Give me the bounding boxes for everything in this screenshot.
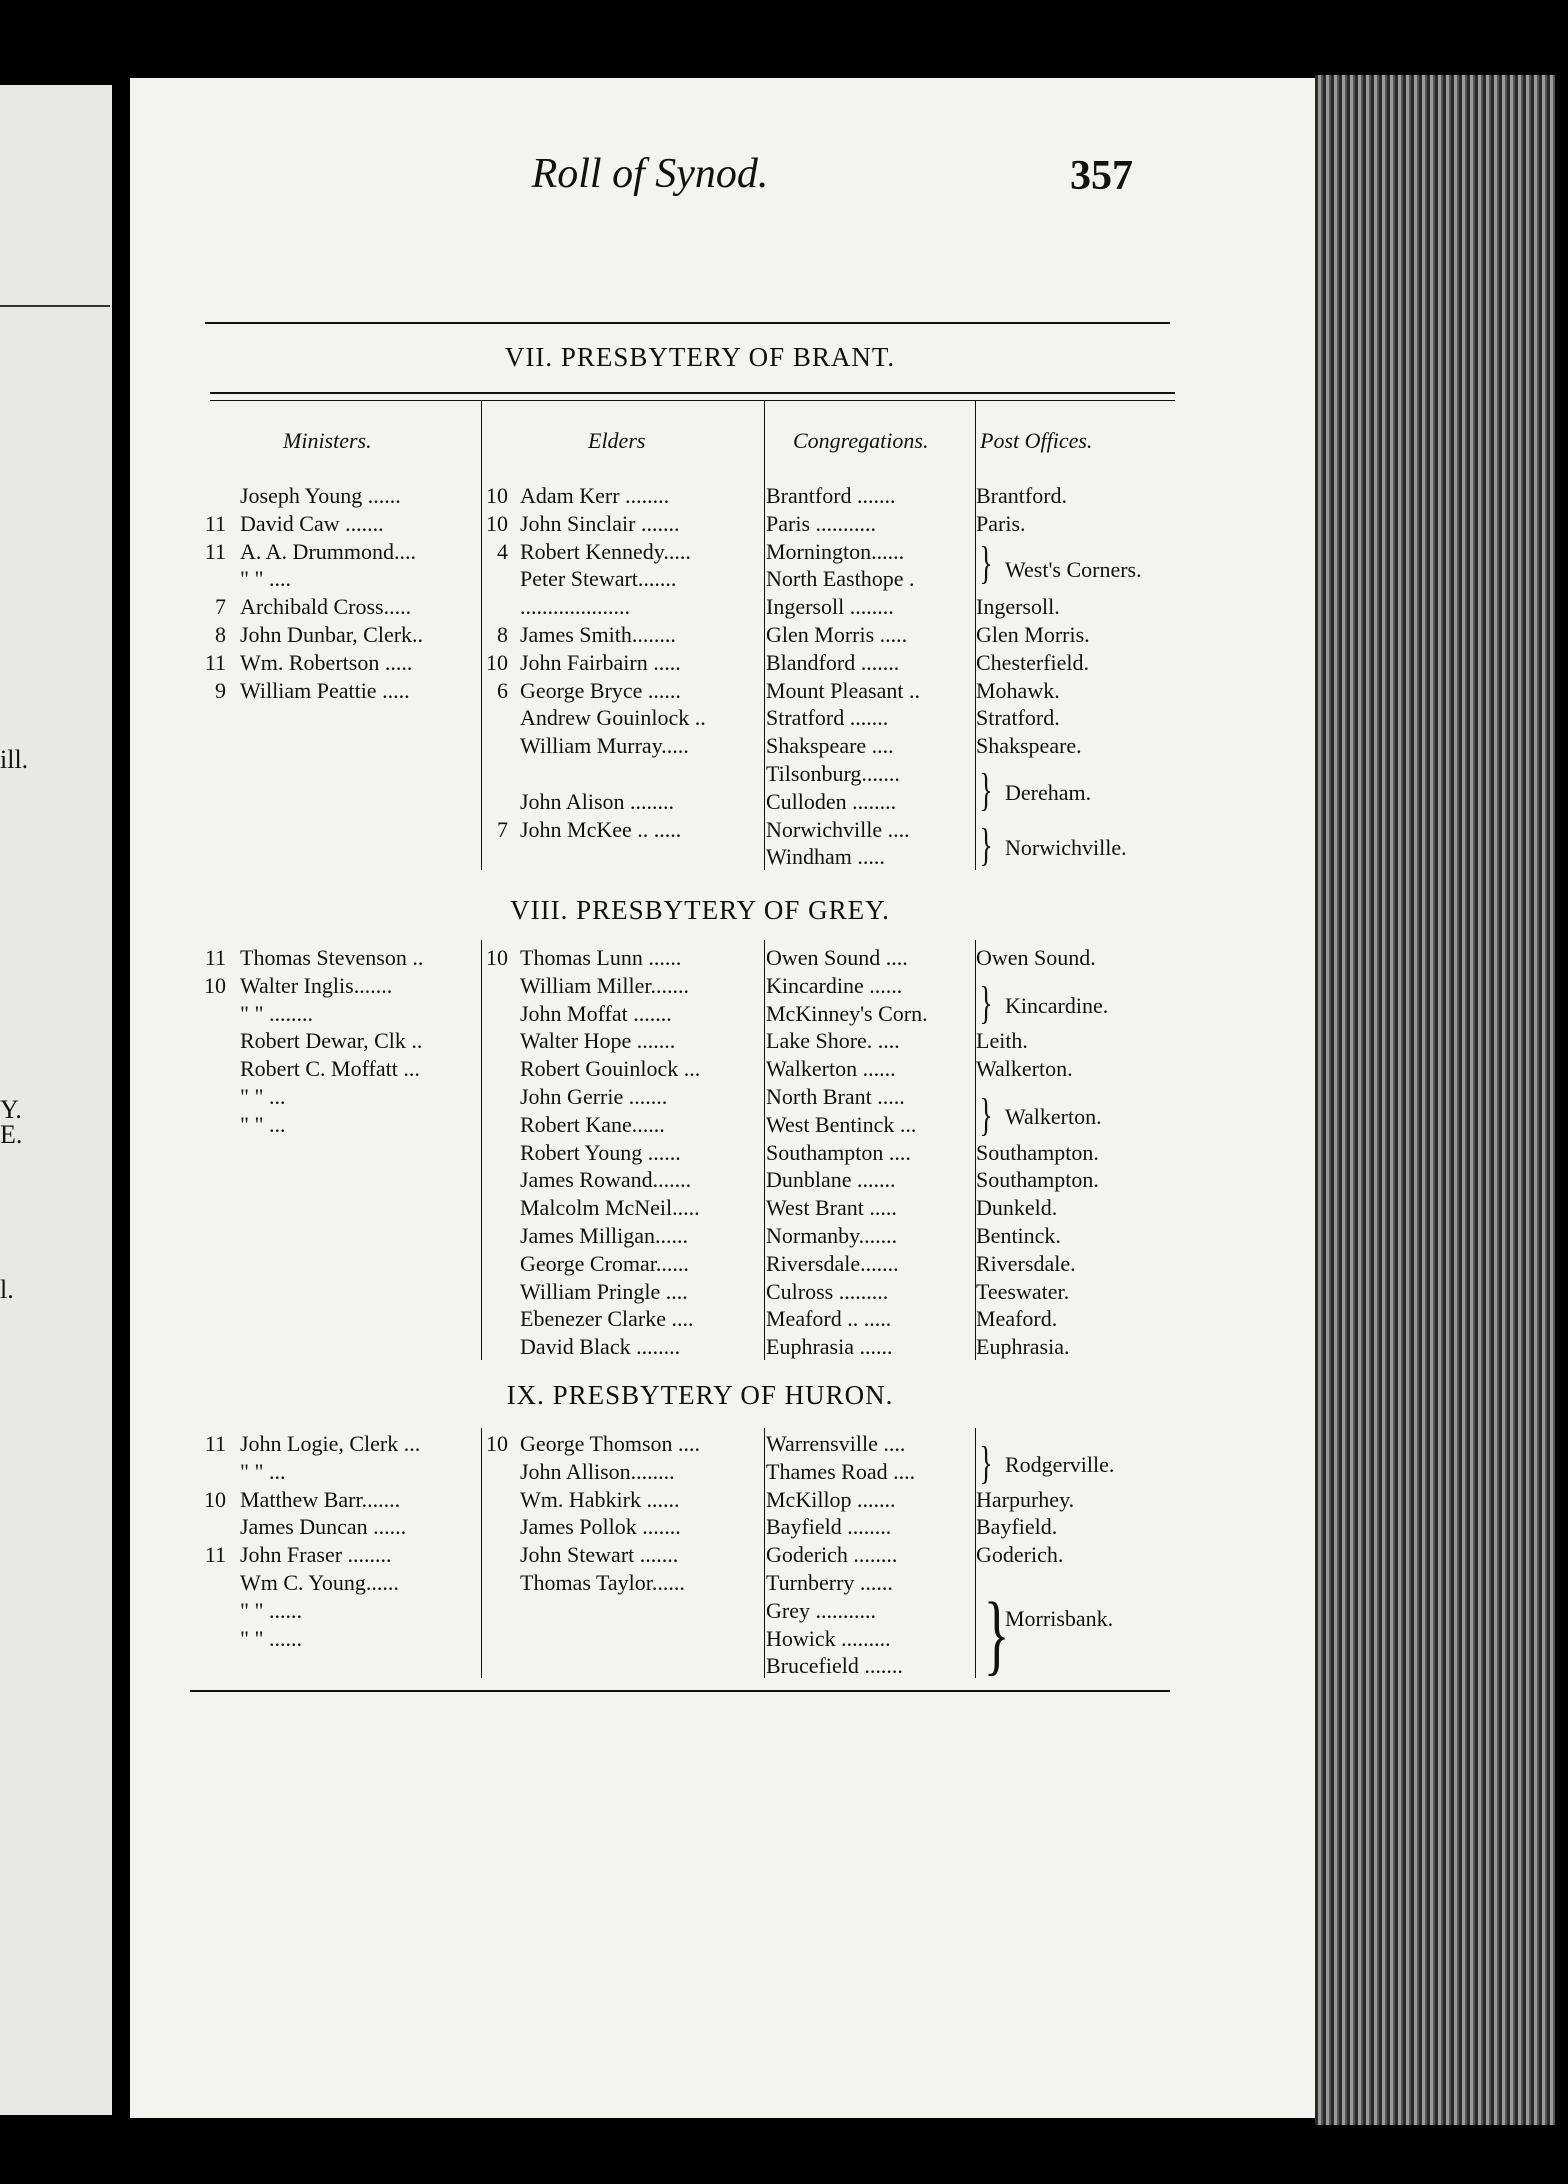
running-title: Roll of Synod.	[531, 151, 769, 197]
minister-name: John Fraser ........	[240, 1542, 392, 1568]
elder-name: Malcolm McNeil.....	[520, 1195, 700, 1221]
elder-name: John Allison........	[520, 1458, 675, 1484]
section-title-huron: IX. PRESBYTERY OF HURON.	[506, 1380, 894, 1410]
congregation: Shakspeare ....	[766, 733, 894, 759]
book-page-edges	[1315, 75, 1555, 2125]
section-title-grey: VIII. PRESBYTERY OF GREY.	[510, 895, 890, 925]
brace: }	[979, 1437, 993, 1488]
elder-name: John Gerrie .......	[520, 1084, 668, 1109]
elder-number: 4	[497, 538, 508, 564]
post-office-bracketed: Rodgerville.	[1005, 1452, 1115, 1477]
post-office-bracketed: West's Corners.	[1005, 557, 1142, 582]
minister-name: Walter Inglis.......	[240, 972, 393, 998]
post-office: Bayfield.	[976, 1514, 1058, 1540]
congregation: Dunblane .......	[766, 1167, 896, 1193]
table-row	[200, 1250, 1130, 1277]
minister-name: James Duncan ......	[240, 1514, 407, 1540]
congregation: Turnberry ......	[766, 1570, 893, 1595]
table-row	[200, 1305, 1130, 1332]
page-number: 357	[1070, 153, 1133, 199]
minister-number: 11	[204, 1431, 226, 1456]
congregation: Culross .........	[766, 1278, 889, 1304]
facing-page-fragment	[0, 85, 112, 2115]
elder-name: Andrew Gouinlock ..	[520, 705, 706, 731]
facing-page-text: l.	[0, 1275, 14, 1304]
post-office: Walkerton.	[976, 1056, 1073, 1082]
minister-name: David Caw .......	[240, 510, 384, 536]
elder-name: John Sinclair .......	[520, 510, 680, 536]
post-office-bracketed: Norwichville.	[1005, 835, 1127, 860]
minister-number: 9	[215, 677, 226, 703]
header-rule	[205, 322, 1170, 324]
elder-name: George Cromar......	[520, 1250, 689, 1276]
brace: }	[979, 977, 993, 1028]
congregation: Kincardine ......	[766, 972, 903, 998]
congregation: Southampton ....	[766, 1139, 911, 1165]
post-office: Southampton.	[976, 1139, 1099, 1165]
elder-name: John Stewart .......	[520, 1542, 679, 1568]
minister-number: 11	[204, 649, 226, 675]
elder-name: George Thomson ....	[520, 1431, 701, 1456]
post-office: Southampton.	[976, 1167, 1099, 1193]
brace: }	[979, 537, 993, 588]
table-row	[200, 732, 1130, 759]
table-row	[200, 1278, 1130, 1305]
post-office-bracketed: Dereham.	[1005, 780, 1092, 805]
congregation: West Brant .....	[766, 1195, 897, 1221]
congregation: Blandford .......	[766, 649, 900, 675]
congregation: Bayfield ........	[766, 1514, 892, 1540]
facing-page-rule	[0, 305, 110, 307]
elder-name: James Rowand.......	[520, 1167, 692, 1193]
congregation: Glen Morris .....	[766, 622, 908, 647]
elder-name: John Moffat .......	[520, 1000, 672, 1026]
congregation: Stratford .......	[766, 705, 889, 731]
table-row	[200, 1194, 1130, 1221]
minister-name: Wm C. Young......	[240, 1570, 399, 1595]
elder-name: Thomas Lunn ......	[520, 945, 682, 970]
post-office-bracketed: Morrisbank.	[1005, 1606, 1114, 1631]
table-row	[200, 1333, 1130, 1360]
minister-name: William Peattie .....	[240, 677, 410, 703]
minister-number: 7	[215, 594, 226, 620]
elder-number: 10	[486, 510, 508, 536]
congregation: North Brant .....	[766, 1084, 905, 1109]
facing-page-text: ill.	[0, 745, 29, 774]
congregation: Warrensville ....	[766, 1431, 906, 1456]
table-row	[200, 1486, 1130, 1513]
section-rule	[210, 392, 1175, 394]
facing-page-text: E.	[0, 1120, 23, 1149]
congregation: North Easthope .	[766, 566, 915, 592]
section-rule	[210, 400, 1175, 401]
elder-name: Walter Hope .......	[520, 1028, 676, 1054]
minister-name: John Logie, Clerk ...	[240, 1431, 421, 1456]
post-office: Euphrasia.	[976, 1334, 1070, 1360]
minister-name: " " ......	[240, 1625, 302, 1651]
bottom-rule	[190, 1690, 1170, 1692]
post-office: Harpurhey.	[976, 1486, 1075, 1512]
congregation: Owen Sound ....	[766, 945, 908, 970]
minister-number: 11	[204, 1542, 226, 1568]
congregation: Lake Shore. ....	[766, 1028, 900, 1054]
congregation: West Bentinck ...	[766, 1111, 917, 1137]
post-office: Goderich.	[976, 1542, 1064, 1568]
elder-number: 10	[486, 483, 508, 508]
congregation: Grey ...........	[766, 1597, 876, 1623]
table-row	[200, 510, 1130, 537]
minister-name: A. A. Drummond....	[240, 538, 416, 564]
post-office: Bentinck.	[976, 1223, 1061, 1248]
elder-name: Robert Kennedy.....	[520, 538, 691, 564]
elder-name: Robert Kane......	[520, 1111, 665, 1137]
elder-name: Peter Stewart.......	[520, 566, 677, 592]
minister-name: " " ...	[240, 1458, 286, 1484]
elder-number: 10	[486, 1431, 508, 1456]
elder-number: 10	[486, 945, 508, 970]
congregation: Riversdale.......	[766, 1250, 899, 1276]
minister-name: Joseph Young ......	[240, 483, 401, 508]
congregation: Culloden ........	[766, 788, 897, 814]
congregation: Walkerton ......	[766, 1056, 896, 1082]
table-row	[200, 1027, 1130, 1054]
congregation: Howick .........	[766, 1625, 891, 1651]
table-row	[200, 677, 1130, 704]
post-office: Mohawk.	[976, 677, 1060, 703]
congregation: Brucefield .......	[766, 1653, 903, 1679]
elder-name: Thomas Taylor......	[520, 1570, 685, 1595]
table-row	[200, 704, 1130, 731]
table-row	[200, 1513, 1130, 1540]
congregation: Ingersoll ........	[766, 594, 894, 620]
elder-name: George Bryce ......	[520, 677, 681, 703]
table-row	[200, 1541, 1130, 1568]
elder-name: William Miller.......	[520, 972, 689, 998]
elder-name: James Smith........	[520, 622, 676, 647]
elder-name: John Alison ........	[520, 788, 675, 814]
elder-name: Robert Young ......	[520, 1139, 681, 1165]
minister-name: Robert Dewar, Clk ..	[240, 1028, 423, 1054]
minister-name: Wm. Robertson .....	[240, 649, 413, 675]
congregation: Normanby.......	[766, 1223, 898, 1248]
congregation: Paris ...........	[766, 510, 876, 536]
table-row	[200, 944, 1130, 971]
minister-number: 8	[215, 622, 226, 647]
minister-name: " " ......	[240, 1597, 302, 1623]
brace: }	[979, 819, 993, 870]
post-office: Chesterfield.	[976, 649, 1090, 675]
congregation: Windham .....	[766, 844, 885, 870]
column-head-post-offices: Post Offices.	[980, 428, 1093, 453]
elder-name: William Pringle ....	[520, 1278, 688, 1304]
table-row	[200, 1055, 1130, 1082]
minister-name: " " ........	[240, 1000, 313, 1026]
post-office: Shakspeare.	[976, 733, 1082, 759]
post-office: Owen Sound.	[976, 945, 1096, 970]
minister-name: John Dunbar, Clerk..	[240, 622, 424, 647]
elder-name: David Black ........	[520, 1334, 681, 1360]
table-row	[200, 1166, 1130, 1193]
post-office: Teeswater.	[976, 1278, 1070, 1304]
congregation: McKinney's Corn.	[766, 1000, 928, 1026]
congregation: Goderich ........	[766, 1542, 898, 1568]
post-office: Meaford.	[976, 1306, 1058, 1332]
minister-name: Matthew Barr.......	[240, 1486, 401, 1512]
brace: }	[979, 1089, 993, 1140]
minister-name: " " ...	[240, 1084, 286, 1109]
post-office: Brantford.	[976, 483, 1068, 508]
elder-name: William Murray.....	[520, 733, 689, 759]
table-row	[200, 593, 1130, 620]
elder-number: 10	[486, 649, 508, 675]
elder-number: 6	[497, 677, 508, 703]
congregation: Tilsonburg.......	[766, 761, 900, 786]
minister-number: 10	[204, 1486, 226, 1512]
post-office: Stratford.	[976, 705, 1060, 731]
elder-name: ....................	[520, 594, 630, 620]
post-office: Ingersoll.	[976, 594, 1060, 620]
elder-name: Robert Gouinlock ...	[520, 1056, 701, 1082]
table-row	[200, 649, 1130, 676]
section-title-brant: VII. PRESBYTERY OF BRANT.	[504, 342, 896, 372]
post-office: Paris.	[976, 510, 1026, 536]
congregation: Norwichville ....	[766, 816, 910, 842]
minister-name: Robert C. Moffatt ...	[240, 1056, 420, 1082]
post-office: Riversdale.	[976, 1250, 1076, 1276]
column-head-elders: Elders	[588, 428, 646, 453]
table-row	[200, 1222, 1130, 1249]
elder-name: Adam Kerr ........	[520, 483, 670, 508]
post-office: Glen Morris.	[976, 622, 1090, 647]
minister-name: " " ...	[240, 1111, 286, 1137]
congregation: Mount Pleasant ..	[766, 677, 920, 703]
congregation: Brantford .......	[766, 483, 896, 508]
column-head-ministers: Ministers.	[283, 428, 372, 453]
elder-number: 7	[497, 816, 508, 842]
post-office: Leith.	[976, 1028, 1028, 1054]
congregation: Euphrasia ......	[766, 1334, 893, 1360]
elder-name: Wm. Habkirk ......	[520, 1486, 680, 1512]
congregation: Thames Road ....	[766, 1458, 916, 1484]
post-office-bracketed: Walkerton.	[1005, 1104, 1102, 1129]
brace: }	[979, 764, 993, 815]
congregation: McKillop .......	[766, 1486, 896, 1512]
minister-name: " " ....	[240, 566, 291, 592]
minister-number: 11	[204, 538, 226, 564]
table-row	[200, 1139, 1130, 1166]
facing-page-text: Y.	[0, 1095, 22, 1124]
minister-number: 11	[204, 945, 226, 970]
table-row	[200, 621, 1130, 648]
elder-number: 8	[497, 622, 508, 647]
elder-name: John McKee .. .....	[520, 816, 682, 842]
elder-name: James Milligan......	[520, 1223, 689, 1248]
minister-number: 10	[204, 972, 226, 998]
post-office: Dunkeld.	[976, 1195, 1058, 1221]
elder-name: Ebenezer Clarke ....	[520, 1306, 694, 1332]
brace: }	[983, 1585, 1010, 1684]
column-head-congregations: Congregations.	[793, 428, 929, 453]
post-office-bracketed: Kincardine.	[1005, 993, 1109, 1018]
minister-number: 11	[204, 510, 226, 536]
elder-name: James Pollok .......	[520, 1514, 681, 1540]
minister-name: Archibald Cross.....	[240, 594, 412, 620]
elder-name: John Fairbairn .....	[520, 649, 681, 675]
table-row	[200, 482, 1130, 509]
congregation: Meaford .. .....	[766, 1306, 892, 1332]
minister-name: Thomas Stevenson ..	[240, 945, 424, 970]
congregation: Mornington......	[766, 538, 905, 564]
